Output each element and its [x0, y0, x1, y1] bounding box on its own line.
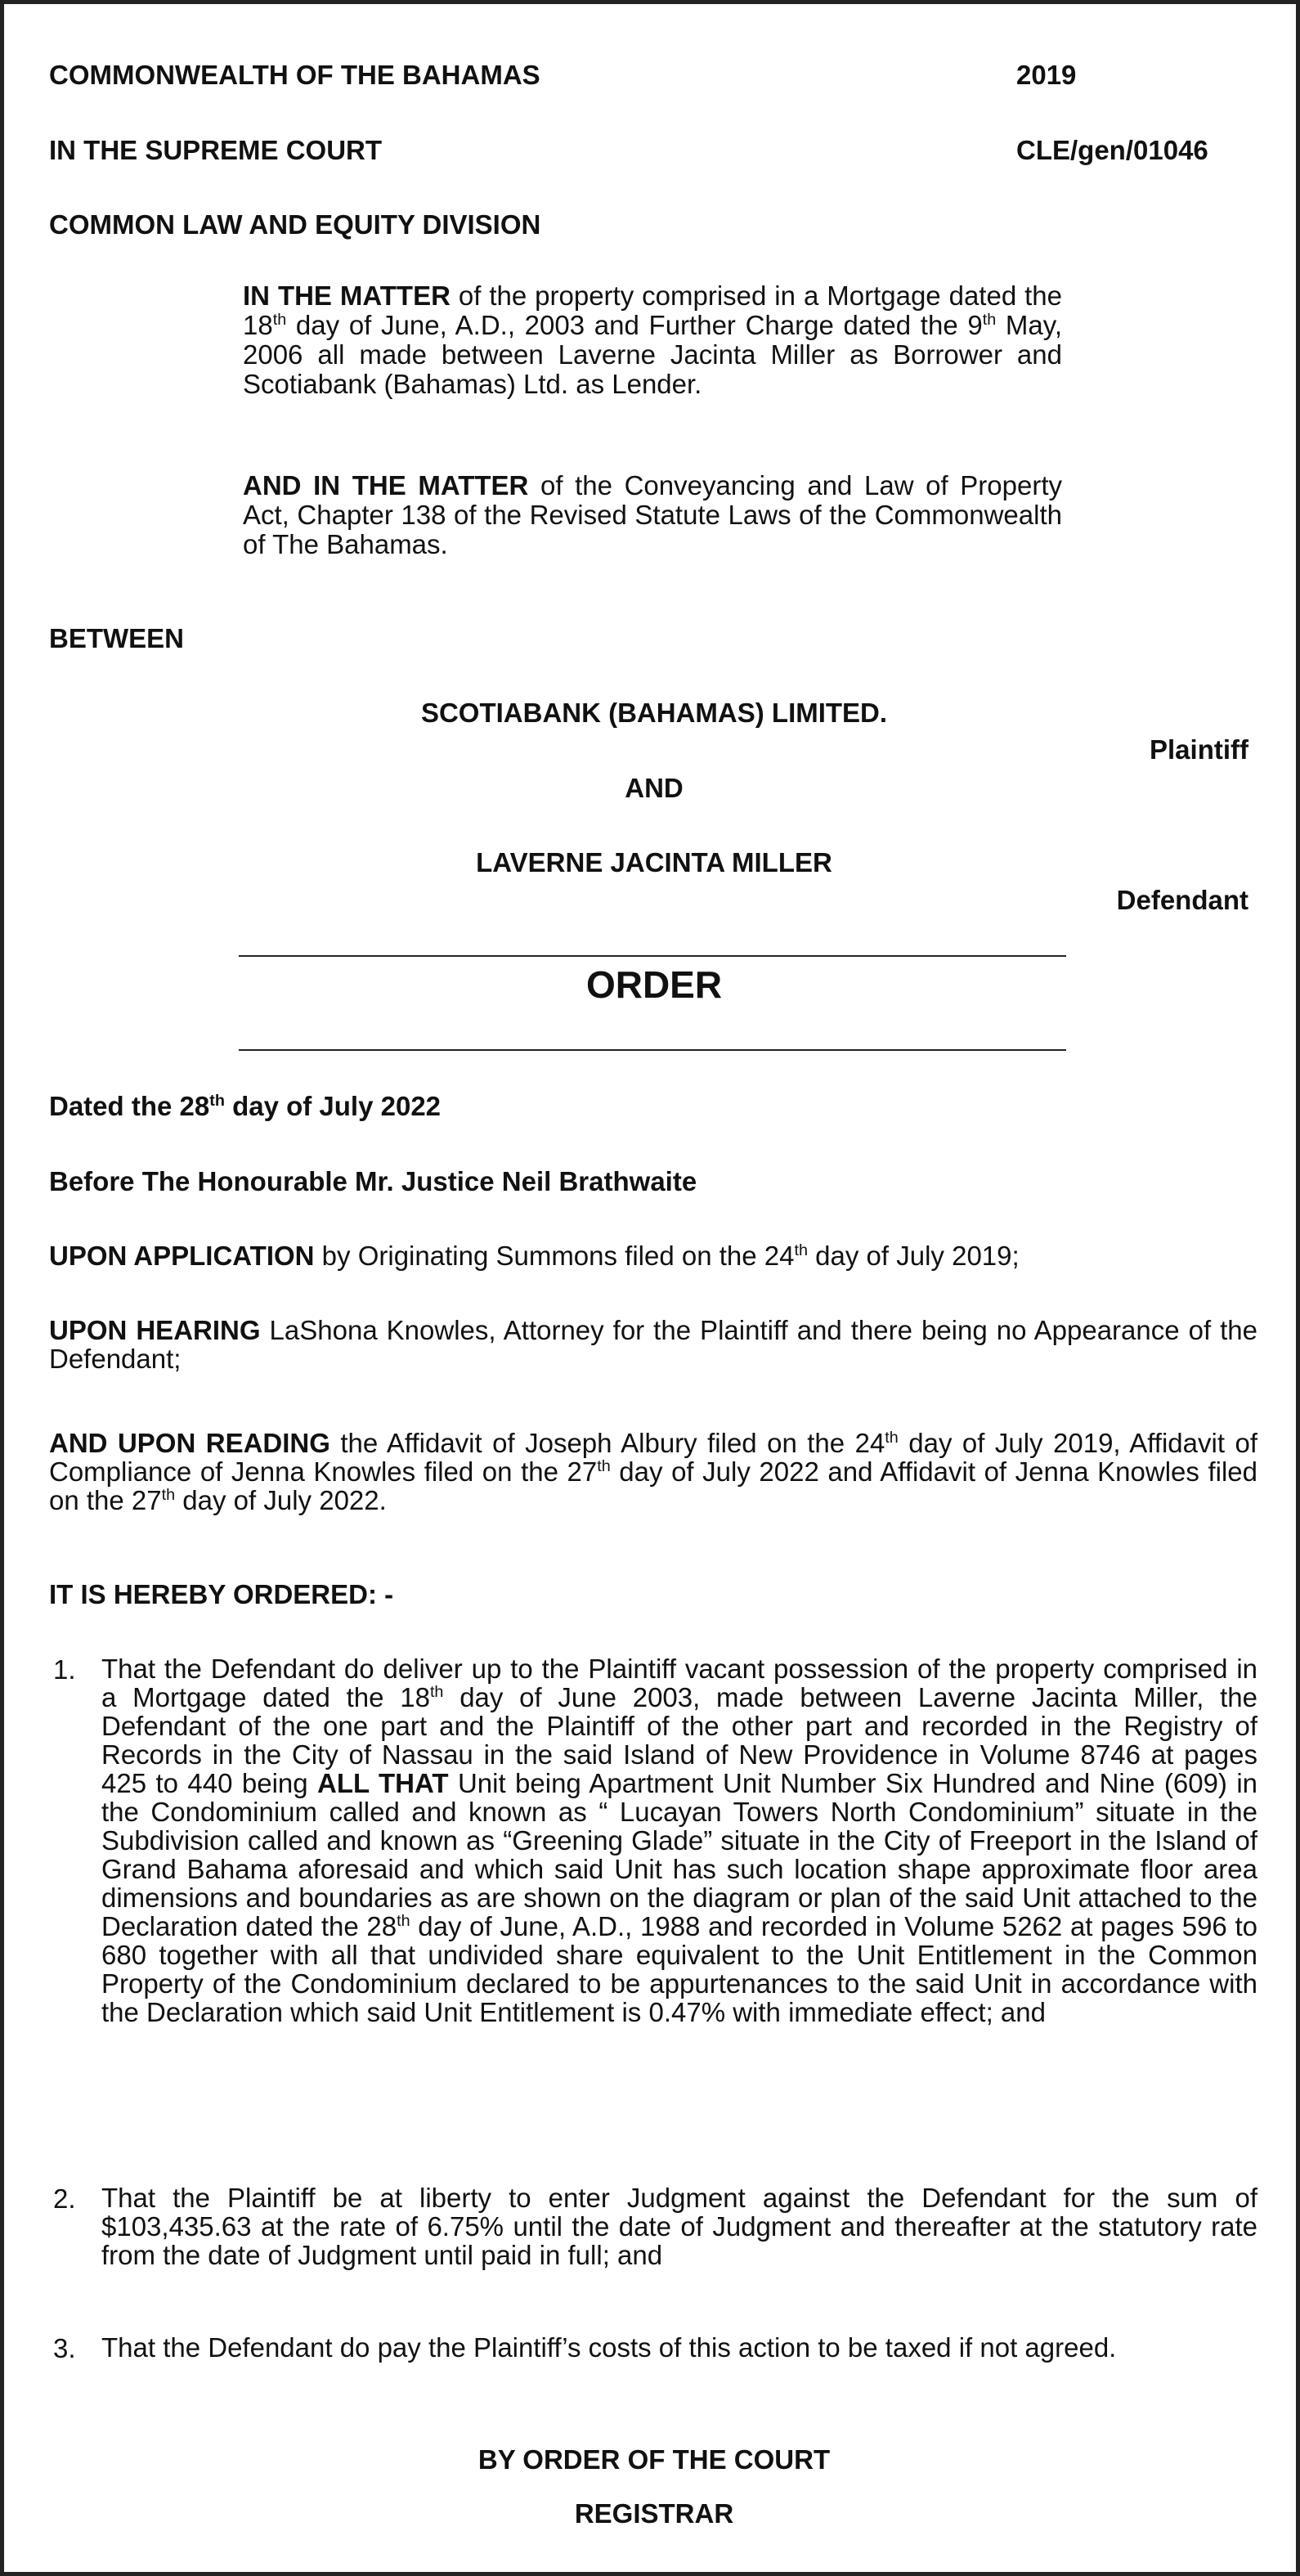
hereby-ordered-heading: IT IS HEREBY ORDERED: - — [49, 1579, 394, 1609]
defendant-role: Defendant — [1116, 885, 1248, 915]
before-line: Before The Honourable Mr. Justice Neil Brathwaite — [49, 1166, 697, 1196]
matter-lead: AND IN THE MATTER — [243, 470, 529, 500]
and-label: AND — [625, 773, 684, 803]
order-title: ORDER — [585, 963, 723, 1006]
item-text: That the Plaintiff be at liberty to enter Judgment against the Defendant for the sum of $103,435.63 at the rate of 6.75% until the date of Judgment and thereafter at the statutory rate from the date of Judgment until paid in full; and — [101, 2183, 1257, 2270]
bottom-rule — [239, 1049, 1066, 1051]
item-number: 2. — [53, 2183, 76, 2214]
item-text: That the Defendant do pay the Plaintiff’s costs of this action to be taxed if not agreed. — [101, 2332, 1117, 2363]
upon-reading-paragraph: AND UPON READING the Affidavit of Joseph Albury filed on the 24th day of July 2019, Affidavit of Compliance of Jenna Knowles filed on the 27th day of July 2022 and Affidavit of Jenna Knowles filed on the 27th day of July 2022. — [49, 1428, 1257, 1515]
plaintiff-role: Plaintiff — [1150, 734, 1248, 765]
top-rule — [239, 955, 1066, 957]
dated-line: Dated the 28th day of July 2022 — [49, 1091, 442, 1121]
court-heading: IN THE SUPREME COURT — [49, 135, 383, 165]
matter-paragraph-mortgage: IN THE MATTER of the property comprised in a Mortgage dated the 18th day of June, A.D., 2003 and Further Charge dated the 9th May, 2006 all made between Laverne Jacinta Miller as Borrower and Scotiabank (Bahamas) Ltd. as Lender. — [243, 280, 1062, 399]
case-number: CLE/gen/01046 — [1016, 135, 1208, 165]
by-order-of-the-court: BY ORDER OF THE COURT — [477, 2444, 831, 2475]
item-number: 1. — [53, 1654, 76, 1685]
between-label: BETWEEN — [49, 623, 184, 653]
item-text: That the Defendant do deliver up to the Plaintiff vacant possession of the property comprised in a Mortgage dated the 18th day of June 2003, made between Laverne Jacinta Miller, the Defendant of the one part and the Plaintiff of the other part and recorded in the Registry of Records in the City of Nassau in the said Island of New Providence in Volume 8746 at pages 425 to 440 being ALL THAT Unit being Apartment Unit Number Six Hundred and Nine (609) in the Condominium called and known as “ Lucayan Towers North Condominium” situate in the Subdivision called and known as “Greening Glade” situate in the City of Freeport in the Island of Grand Bahama aforesaid and which said Unit has such location shape approximate floor area dimensions and boundaries as are shown on the diagram or plan of the said Unit attached to the Declaration dated the 28th day of June, A.D., 1988 and recorded in Volume 5262 at pages 596 to 680 together with all that undivided share equivalent to the Unit Entitlement in the Common Property of the Condominium declared to be appurtenances to the said Unit in accordance with the Declaration which said Unit Entitlement is 0.47% with immediate effect; and — [101, 1654, 1258, 2027]
item-number: 3. — [53, 2333, 76, 2363]
jurisdiction-heading: COMMONWEALTH OF THE BAHAMAS — [49, 60, 540, 90]
upon-application-paragraph: UPON APPLICATION by Originating Summons filed on the 24th day of July 2019; — [49, 1241, 1020, 1271]
matter-paragraph-act: AND IN THE MATTER of the Conveyancing and Law of Property Act, Chapter 138 of the Revised Statute Laws of the Commonwealth of The Bahamas. — [243, 470, 1062, 559]
plaintiff-name: SCOTIABANK (BAHAMAS) LIMITED. — [420, 698, 888, 728]
division-heading: COMMON LAW AND EQUITY DIVISION — [49, 209, 541, 240]
upon-hearing-paragraph: UPON HEARING LaShona Knowles, Attorney for the Plaintiff and there being no Appearance of the Defendant; — [49, 1315, 1258, 1374]
defendant-name: LAVERNE JACINTA MILLER — [476, 847, 832, 877]
registrar-label: REGISTRAR — [574, 2498, 734, 2529]
matter-lead: IN THE MATTER — [243, 280, 451, 311]
case-year: 2019 — [1016, 60, 1077, 90]
